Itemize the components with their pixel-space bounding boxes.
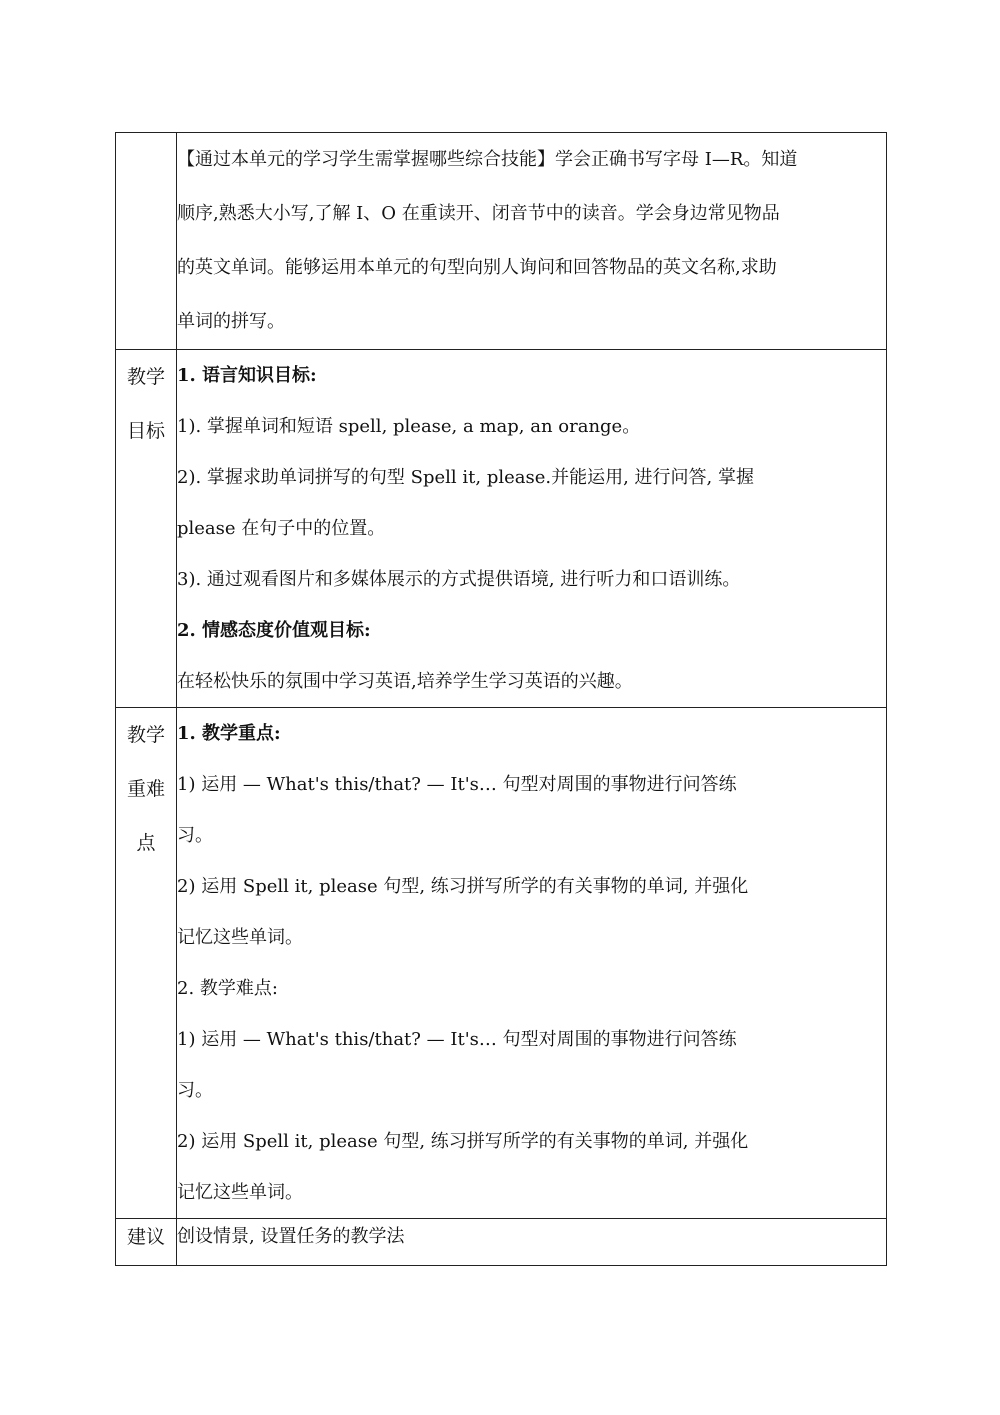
key-points-item: 2) 运用 Spell it, please 句型, 练习拼写所学的有关事物的单词, 并强化 <box>177 876 749 897</box>
objectives-heading: 1. 语言知识目标: <box>177 365 317 386</box>
skills-label-cell <box>116 133 177 350</box>
key-points-label: 重难 <box>126 778 165 800</box>
key-points-item: 习。 <box>177 1080 213 1101</box>
key-points-row <box>116 708 887 1219</box>
objectives-content-cell <box>177 350 887 708</box>
key-points-item: 记忆这些单词。 <box>177 927 303 948</box>
suggestion-content-cell <box>177 1219 887 1266</box>
key-points-item: 2) 运用 Spell it, please 句型, 练习拼写所学的有关事物的单词, 并强化 <box>177 1131 749 1152</box>
key-points-item: 1) 运用 — What's this/that? — It's… 句型对周围的事物进行问答练 <box>177 1029 737 1050</box>
lesson-plan-table <box>115 132 887 1266</box>
skills-content-cell <box>177 133 887 350</box>
key-points-heading: 2. 教学难点: <box>177 978 278 999</box>
suggestion-row <box>116 1219 887 1266</box>
key-points-label-cell <box>116 708 177 1219</box>
key-points-label: 教学 <box>126 724 165 746</box>
key-points-item: 习。 <box>177 825 213 846</box>
objectives-label: 目标 <box>126 420 165 442</box>
objectives-item: 2). 掌握求助单词拼写的句型 Spell it, please.并能运用, 进行问答, 掌握 <box>177 467 754 488</box>
objectives-row <box>116 350 887 708</box>
key-points-item: 1) 运用 — What's this/that? — It's… 句型对周围的事物进行问答练 <box>177 774 737 795</box>
skills-line: 【通过本单元的学习学生需掌握哪些综合技能】学会正确书写字母 I—R。知道 <box>177 149 798 170</box>
objectives-item: 在轻松快乐的氛围中学习英语,培养学生学习英语的兴趣。 <box>177 671 633 692</box>
objectives-heading: 2. 情感态度价值观目标: <box>177 620 371 641</box>
objectives-item: 1). 掌握单词和短语 spell, please, a map, an orange。 <box>177 416 641 437</box>
skills-line: 的英文单词。能够运用本单元的句型向别人询问和回答物品的英文名称,求助 <box>177 257 777 278</box>
skills-line: 顺序,熟悉大小写,了解 I、O 在重读开、闭音节中的读音。学会身边常见物品 <box>177 203 780 224</box>
objectives-label-cell <box>116 350 177 708</box>
key-points-item: 记忆这些单词。 <box>177 1182 303 1203</box>
objectives-item: 3). 通过观看图片和多媒体展示的方式提供语境, 进行听力和口语训练。 <box>177 569 741 590</box>
skills-line: 单词的拼写。 <box>177 311 285 332</box>
objectives-item: please 在句子中的位置。 <box>177 518 386 539</box>
key-points-heading: 1. 教学重点: <box>177 723 281 744</box>
key-points-content-cell <box>177 708 887 1219</box>
suggestion-label: 建议 <box>116 1219 177 1266</box>
key-points-label: 点 <box>136 832 156 854</box>
skills-row <box>116 133 887 350</box>
objectives-label: 教学 <box>126 366 165 388</box>
suggestion-text: 创设情景, 设置任务的教学法 <box>177 1226 405 1247</box>
